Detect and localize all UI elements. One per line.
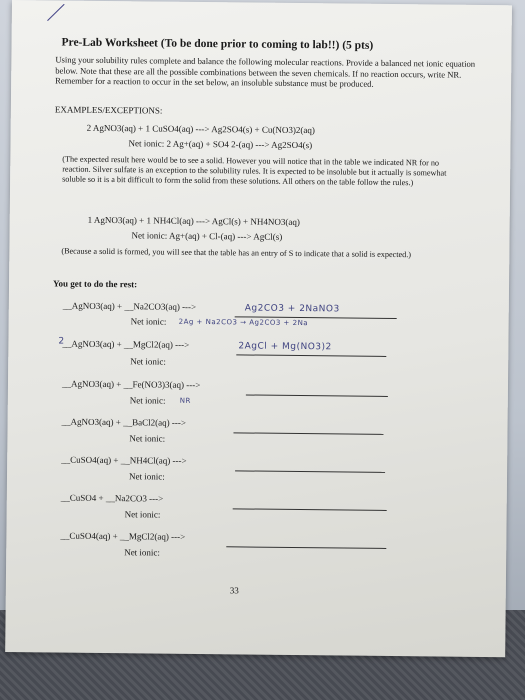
page-title: Pre-Lab Worksheet (To be done prior to coming to lab!!) (5 pts) xyxy=(61,36,374,52)
pen-check-mark xyxy=(46,0,86,40)
reaction-3-molecular: __AgNO3(aq) + __Fe(NO3)3(aq) ---> xyxy=(61,378,201,390)
reaction-5-net-ionic-label: Net ionic: xyxy=(128,471,165,482)
example2-molecular: 1 AgNO3(aq) + 1 NH4Cl(aq) ---> AgCl(s) + NH4NO3(aq) xyxy=(87,214,300,228)
reaction-6-molecular: __CuSO4 + __Na2CO3 ---> xyxy=(60,492,164,504)
reaction-1-net-ionic-label: Net ionic: xyxy=(130,316,167,327)
reaction-6-products-line[interactable] xyxy=(233,508,387,511)
reaction-7-net-ionic-label: Net ionic: xyxy=(124,547,161,558)
reaction-7-products-line[interactable] xyxy=(226,546,386,549)
reaction-3-handwritten-net-ionic: NR xyxy=(179,396,191,405)
reaction-4-net-ionic-label: Net ionic: xyxy=(129,433,166,444)
page-number: 33 xyxy=(229,585,239,596)
instructions-paragraph: Using your solubility rules complete and balance the following molecular reactions. Provide a balanced net ionic equation below. Note that these are all the possible combinations between the seven chemicals. If no reaction occurs, write NR. Remember for a reaction to occur in the set below, an insoluble substance must be produced. xyxy=(55,54,476,89)
reaction-2-products-line[interactable] xyxy=(236,354,386,357)
rest-heading: You get to do the rest: xyxy=(52,278,138,290)
reaction-6-net-ionic-label: Net ionic: xyxy=(124,509,161,520)
example1-note: (The expected result here would be to see a solid. However you will notice that in the table we indicated NR for no reaction. Silver sulfate is an exception to the solubility rules. It is expected to be insoluble but it actually is somewhat soluble so it is a bit difficult to form the solid from these solutions. All others on the table follow the rules.) xyxy=(62,154,447,187)
reaction-5-products-line[interactable] xyxy=(235,470,385,473)
reaction-4-products-line[interactable] xyxy=(233,432,383,435)
example2-net-ionic: Net ionic: Ag+(aq) + Cl-(aq) ---> AgCl(s) xyxy=(131,230,283,242)
examples-heading: EXAMPLES/EXCEPTIONS: xyxy=(54,104,163,116)
reaction-1-molecular: __AgNO3(aq) + __Na2CO3(aq) ---> xyxy=(62,300,197,312)
reaction-4-molecular: __AgNO3(aq) + __BaCl2(aq) ---> xyxy=(61,416,187,428)
reaction-1-handwritten-net-ionic: 2Ag + Na2CO3 → Ag2CO3 + 2Na xyxy=(178,317,309,328)
example1-molecular: 2 AgNO3(aq) + 1 CuSO4(aq) ---> Ag2SO4(s) + Cu(NO3)2(aq) xyxy=(86,122,315,136)
reaction-5-molecular: __CuSO4(aq) + __NH4Cl(aq) ---> xyxy=(61,454,187,466)
reaction-2-handwritten-products: 2AgCl + Mg(NO3)2 xyxy=(238,341,332,353)
example2-note: (Because a solid is formed, you will see that the table has an entry of S to indicate that a solid is expected.) xyxy=(61,246,412,260)
reaction-3-products-line[interactable] xyxy=(246,394,388,396)
worksheet-page xyxy=(5,0,512,657)
reaction-7-molecular: __CuSO4(aq) + __MgCl2(aq) ---> xyxy=(60,530,186,542)
reaction-3-net-ionic-label: Net ionic: xyxy=(129,395,166,406)
reaction-2-molecular: __AgNO3(aq) + __MgCl2(aq) ---> xyxy=(62,338,190,350)
reaction-2-net-ionic-label: Net ionic: xyxy=(130,356,167,367)
example1-net-ionic: Net ionic: 2 Ag+(aq) + SO4 2-(aq) ---> Ag2SO4(s) xyxy=(128,138,313,151)
reaction-1-handwritten-products: Ag2CO3 + 2NaNO3 xyxy=(244,303,340,315)
reaction-2-handwritten-coefficient: 2 xyxy=(58,336,65,347)
